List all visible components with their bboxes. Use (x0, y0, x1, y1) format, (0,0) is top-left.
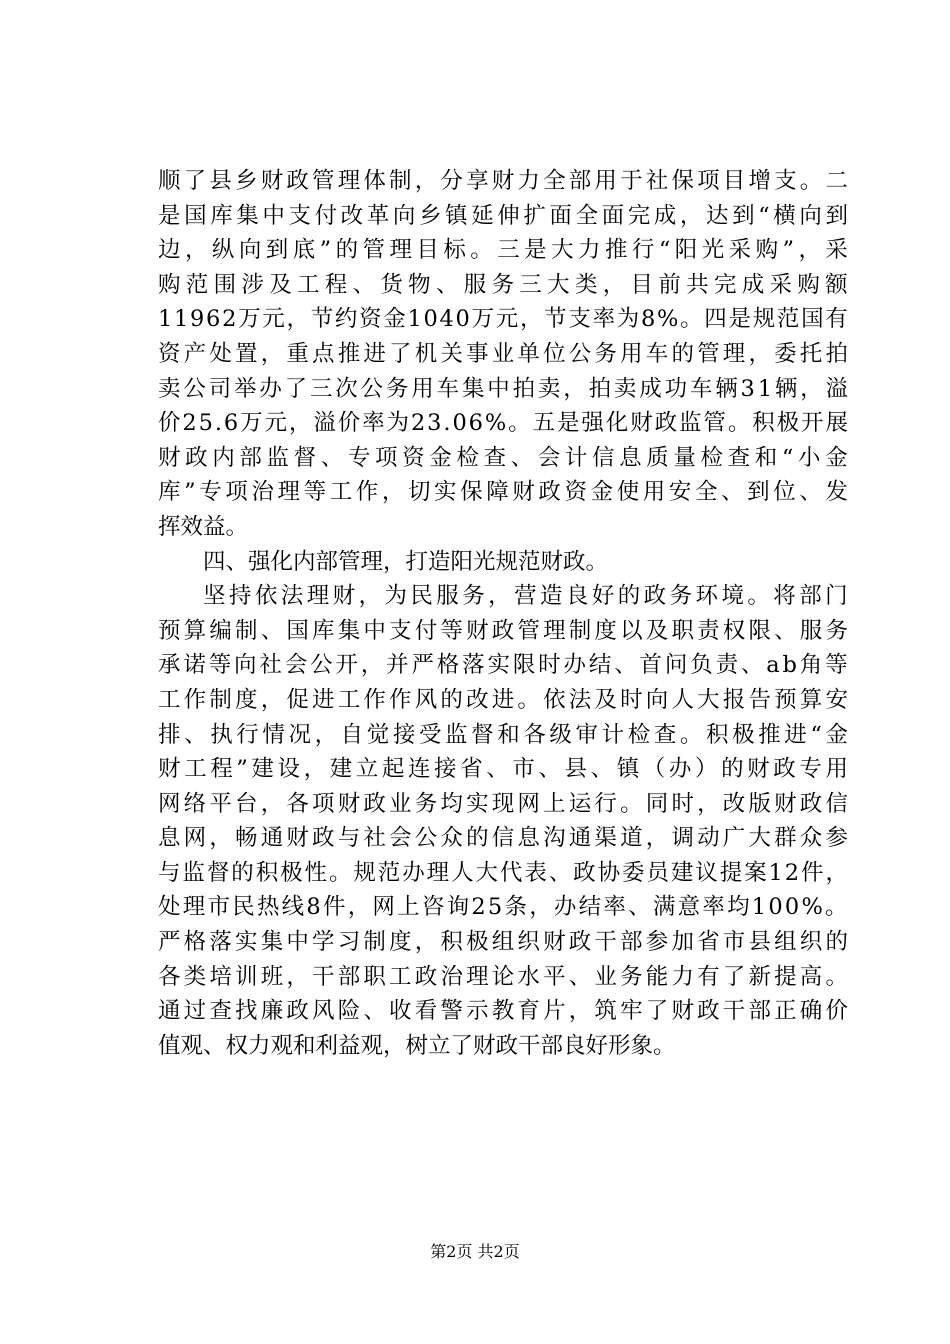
text-line: 顺 了 县 乡 财 政 管 理 体 制 ， 分 享 财 力 全 部 用 于 社 保 项 目 增 支 。 二 (158, 168, 848, 194)
text-line: 值观、权力观和利益观，树立了财政干部良好形象。 (158, 1032, 676, 1059)
text-line: 财 政 内 部 监 督 、 专 项 资 金 检 查 、 会 计 信 息 质 量 检 查 和 “ 小 金 (158, 444, 848, 471)
text-line: 财 工 程 ” 建 设 ， 建 立 起 连 接 省 、 市 、 县 、 镇 （ 办 ） 的 财 政 专 用 (158, 756, 848, 783)
text-line: 价 2 5 . 6 万 元 ， 溢 价 率 为 2 3 . 0 6 % 。 五 是 强 化 财 政 监 管 。 积 极 开 展 (158, 410, 848, 437)
text-line: 与 监 督 的 积 极 性 。 规 范 办 理 人 大 代 表 、 政 协 委 员 建 议 提 案 1 2 件 ， (158, 859, 848, 886)
section-heading: 四、强化内部管理，打造阳光规范财政。 (203, 548, 609, 575)
text-line: 息 网 ， 畅 通 财 政 与 社 会 公 众 的 信 息 沟 通 渠 道 ， 调 动 广 大 群 众 参 (158, 825, 848, 852)
page-footer (0, 1241, 950, 1263)
text-line: 是 国 库 集 中 支 付 改 革 向 乡 镇 延 伸 扩 面 全 面 完 成 ， 达 到 “ 横 向 到 (158, 202, 848, 229)
text-line: 卖 公 司 举 办 了 三 次 公 务 用 车 集 中 拍 卖 ， 拍 卖 成 功 车 辆 3 1 辆 ， 溢 (158, 375, 848, 402)
text-line: 网 络 平 台 ， 各 项 财 政 业 务 均 实 现 网 上 运 行 。 同 时 ， 改 版 财 政 信 (158, 790, 848, 817)
text-line: 通 过 查 找 廉 政 风 险 、 收 看 警 示 教 育 片 ， 筑 牢 了 财 政 干 部 正 确 价 (158, 998, 848, 1025)
text-line: 边 ， 纵 向 到 底 ” 的 管 理 目 标 。 三 是 大 力 推 行 “ 阳 光 采 购 ” ， 采 (158, 237, 848, 264)
text-line: 1 1 9 6 2 万 元 ， 节 约 资 金 1 0 4 0 万 元 ， 节 支 率 为 8 % 。 四 是 规 范 国 有 (158, 306, 848, 333)
text-line: 挥效益。 (158, 513, 249, 540)
text-line: 严 格 落 实 集 中 学 习 制 度 ， 积 极 组 织 财 政 干 部 参 加 省 市 县 组 织 的 (158, 929, 848, 956)
page-number-label: 第2页 共2页 (430, 1242, 520, 1261)
text-line: 预 算 编 制 、 国 库 集 中 支 付 等 财 政 管 理 制 度 以 及 职 责 权 限 、 服 务 (158, 617, 848, 644)
text-line: 各 类 培 训 班 ， 干 部 职 工 政 治 理 论 水 平 、 业 务 能 力 有 了 新 提 高 。 (158, 963, 848, 990)
text-line: 购 范 围 涉 及 工 程 、 货 物 、 服 务 三 大 类 ， 目 前 共 完 成 采 购 额 (158, 271, 848, 298)
text-line: 处 理 市 民 热 线 8 件 ， 网 上 咨 询 2 5 条 ， 办 结 率 、 满 意 率 均 1 0 0 % 。 (158, 894, 848, 921)
body-text (158, 164, 848, 1063)
text-line: 坚 持 依 法 理 财 ， 为 民 服 务 ， 营 造 良 好 的 政 务 环 境 。 将 部 门 (203, 583, 848, 610)
text-line: 承 诺 等 向 社 会 公 开 ， 并 严 格 落 实 限 时 办 结 、 首 问 负 责 、 a b 角 等 (158, 652, 848, 679)
text-line: 工 作 制 度 ， 促 进 工 作 作 风 的 改 进 。 依 法 及 时 向 人 大 报 告 预 算 安 (158, 686, 848, 713)
text-line: 库 ” 专 项 治 理 等 工 作 ， 切 实 保 障 财 政 资 金 使 用 安 全 、 到 位 、 发 (158, 479, 848, 506)
text-line: 排 、 执 行 情 况 ， 自 觉 接 受 监 督 和 各 级 审 计 检 查 。 积 极 推 进 “ 金 (158, 721, 848, 748)
text-line: 资 产 处 置 ， 重 点 推 进 了 机 关 事 业 单 位 公 务 用 车 的 管 理 ， 委 托 拍 (158, 340, 848, 367)
